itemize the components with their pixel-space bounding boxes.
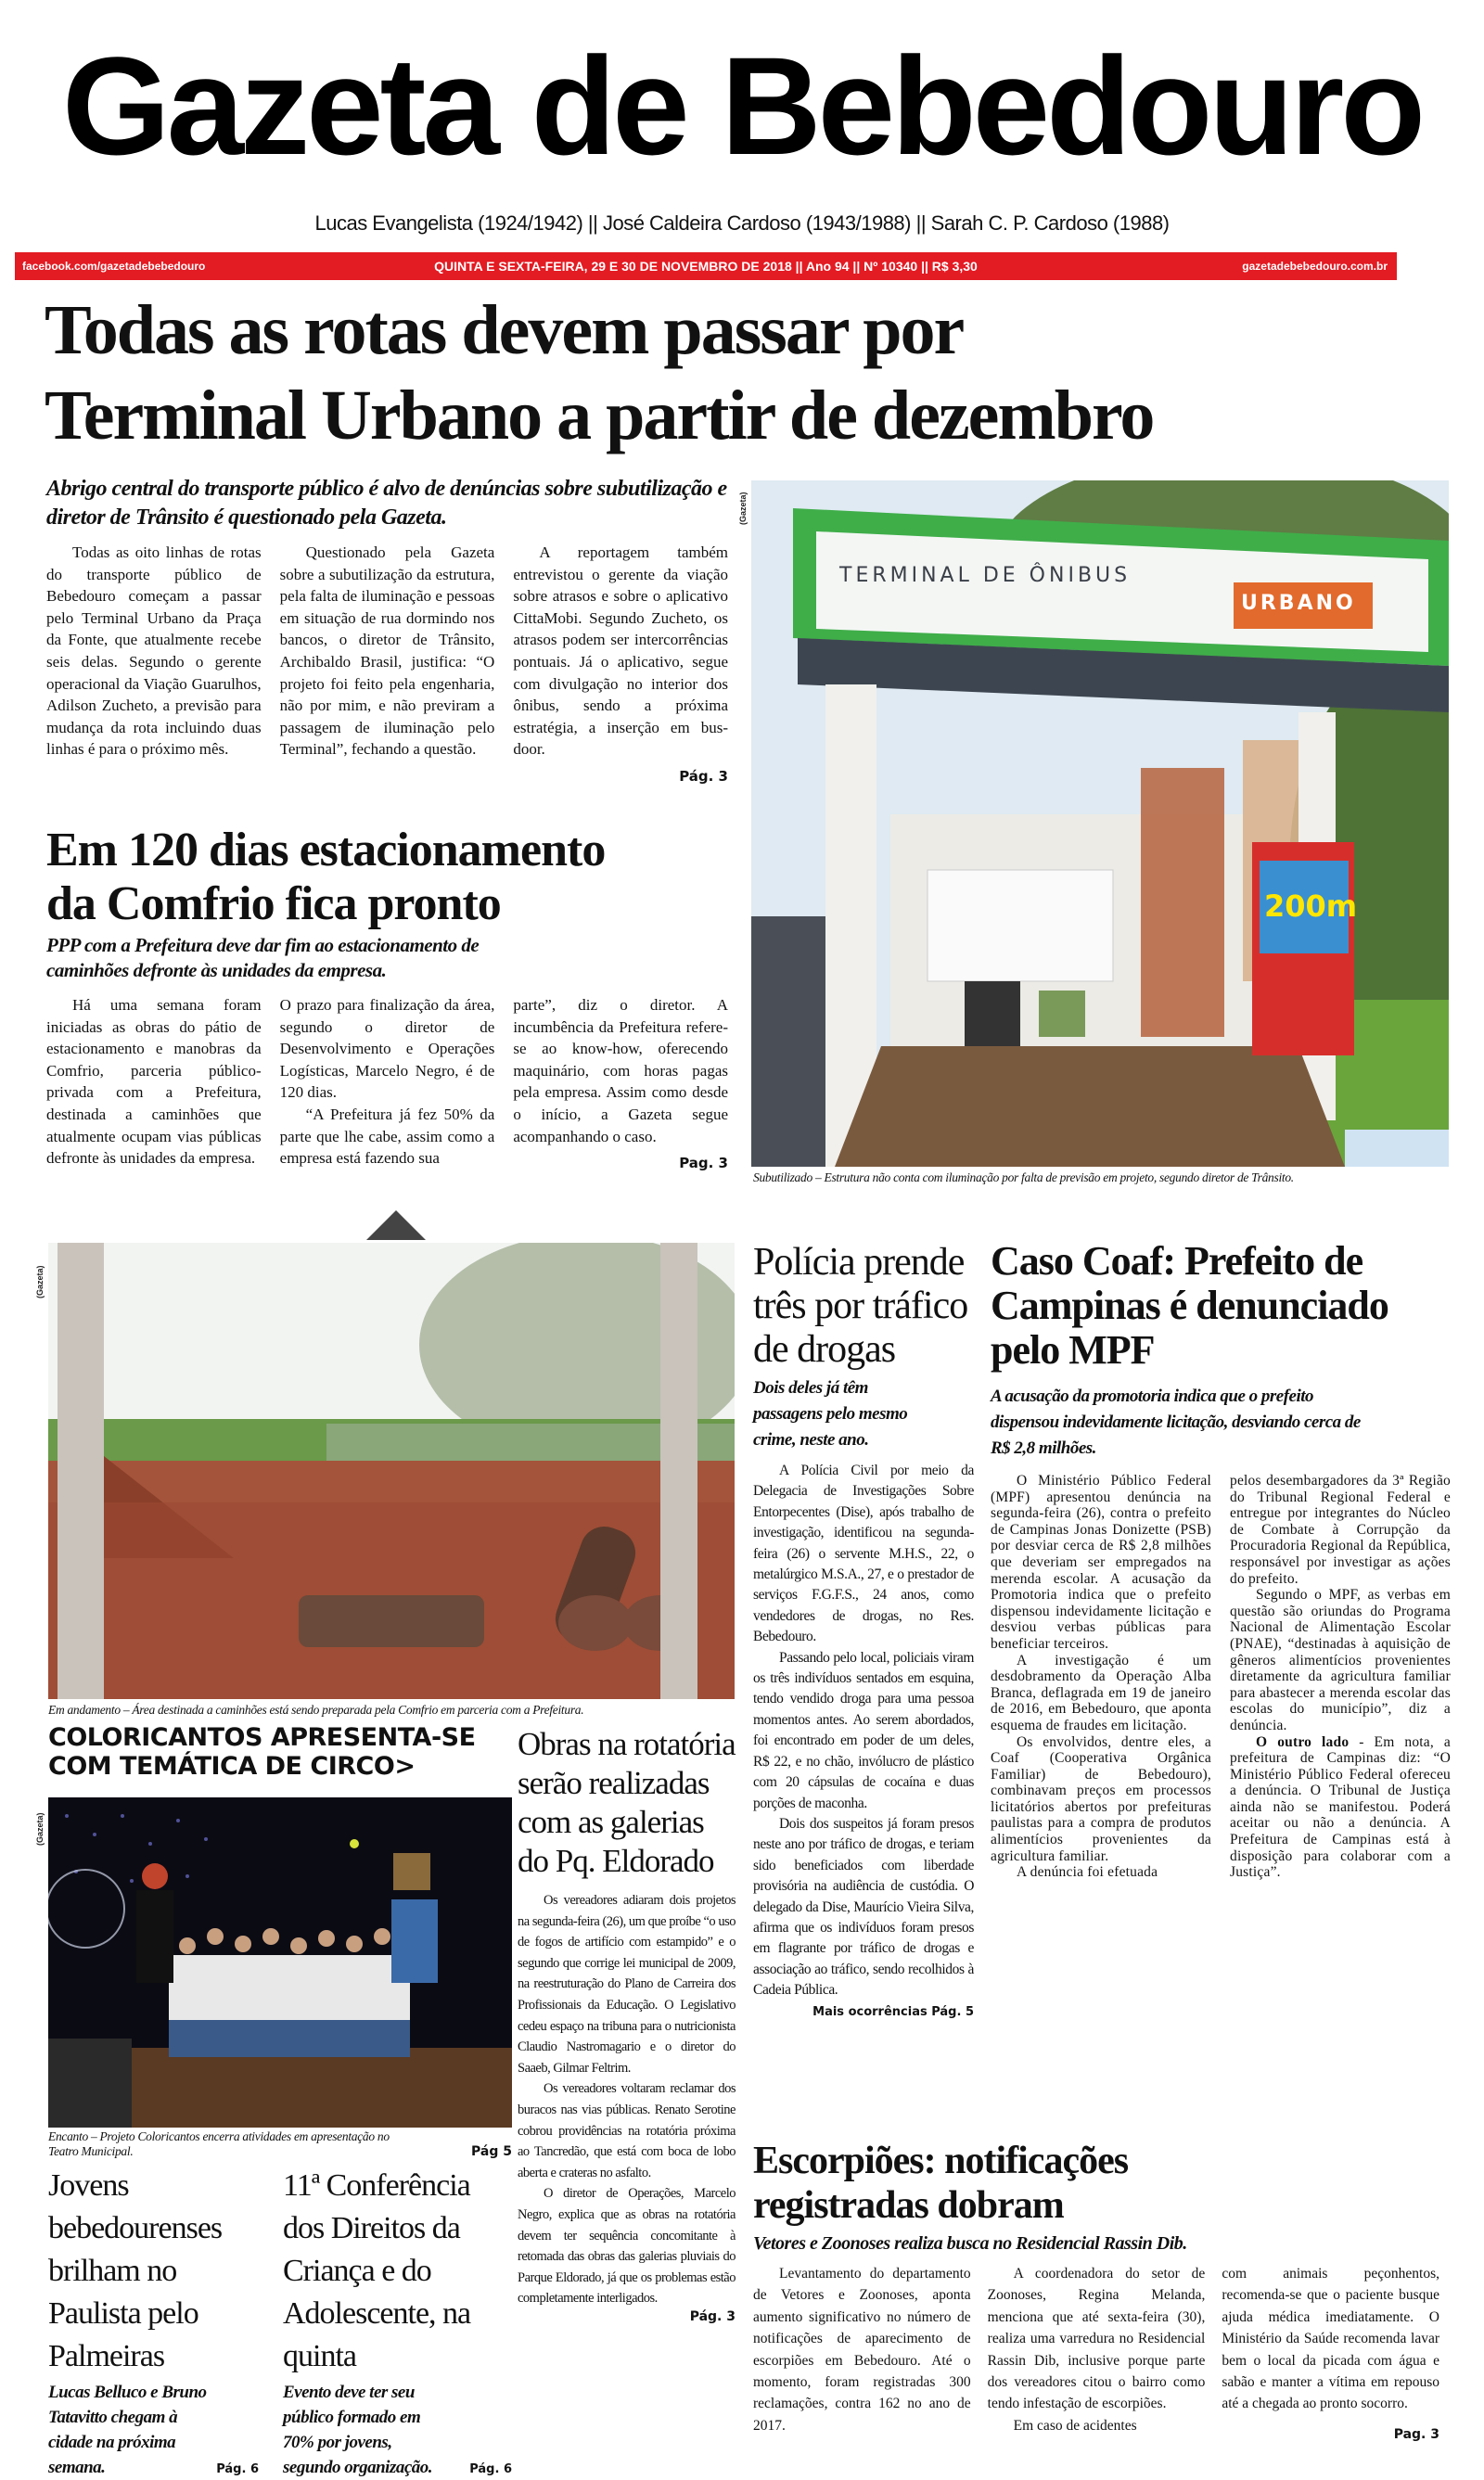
obras-p2: Os vereadores voltaram reclamar dos buracos nas vias públicas. Renato Serotine cobrou providências na rotatória próxima ao Tancredão, que está com boca de lobo aberta e crateras no asfalto. (518, 2081, 736, 2180)
coloricantos-page-ref[interactable]: Pág 5 (471, 2144, 512, 2159)
lead-page-ref[interactable]: Pág. 3 (679, 767, 728, 785)
obras-p3: O diretor de Operações, Marcelo Negro, explica que as obras na rotatória devem ter sequência concomitante à retomada das obras das galerias pluviais do Parque Eldorado, já que os problemas estão completamente interligados. (518, 2186, 736, 2307)
comfrio-col-2a: O prazo para finalização da área, segundo o diretor de Desenvolvimento e Operações Logísticas, Marcelo Negro, é de 120 dias. (279, 996, 495, 1102)
comfrio-col-2b: “A Prefeitura já fez 50% da parte que lhe cabe, assim como a empresa está fazendo sua (279, 1105, 495, 1168)
escorpioes-col-2b: Em caso de acidentes (1013, 2417, 1137, 2434)
jovens-headline[interactable]: Jovens bebedourenses brilham no Paulista pelo Palmeiras (48, 2168, 223, 2373)
comfrio-story (46, 824, 728, 1175)
coloricantos-footer (48, 2129, 512, 2161)
policia-deck: Dois deles já têm passagens pelo mesmo crime, neste ano. (753, 1378, 908, 1450)
policia-page-ref[interactable]: Mais ocorrências Pág. 5 (812, 2004, 974, 2019)
construction-site-illustration (48, 1243, 735, 1699)
escorpioes-col-3: com animais peçonhentos, recomenda-se que o paciente busque ajuda médica imediatamente. O Ministério da Saúde recomenda lavar bem o local da picada com água e sabão e manter a vítima em repouso até a chegada ao pronto socorro. (1222, 2266, 1439, 2412)
policia-p3: Dois dos suspeitos já foram presos neste ano por tráfico de drogas, e teriam sido beneficiados com liberdade provisória na audiência de custódia. O delegado da Dise, Maurício Vieira Silva, afirma que os indivíduos foram presos em flagrante por tráfico de drogas e associação ao tráfico, sendo recolhidos à Cadeia Pública. (753, 1815, 974, 1999)
lead-headline-line2: Terminal Urbano a partir de dezembro (45, 377, 1154, 454)
comfrio-photo-site (48, 1243, 735, 1699)
coaf-deck: A acusação da promotoria indica que o prefeito dispensou indevidamente licitação, desviando cerca de R$ 2,8 milhões. (991, 1387, 1361, 1458)
lead-deck: Abrigo central do transporte público é alvo de denúncias sobre subutilização e diretor de Trânsito é questionado pela Gazeta. (46, 477, 727, 530)
coaf-c2-p3-text: - Em nota, a prefeitura de Campinas diz: “O Ministério Público Federal ofereceu a denúncia. O Tribunal de Justiça ainda não se manifestou. Poderá aceitar ou não a denúncia. A Prefeitura de Campinas está à disposição para colaborar com a Justiça”. (1230, 1733, 1451, 1881)
coaf-c1-p1: O Ministério Público Federal (MPF) apresentou denúncia na segunda-feira (26), contra o prefeito de Campinas Jonas Donizette (PSB) por desviar cerca de R$ 2,8 milhões que deveriam ser empregados na merenda escolar. A acusação da Promotoria indica que o prefeito dispensou indevidamente licitação e desviou verbas públicas para beneficiar terceiros. (991, 1473, 1211, 1652)
policia-story (753, 1241, 974, 2019)
policia-p1: A Polícia Civil por meio da Delegacia de Investigações Sobre Entorpecentes (Dise), após trabalho de investigação, identificou na segunda-feira (26) o servente M.H.S., 22, o metalúrgico M.S.A., 27, e o prestador de serviços F.G.F.S., 24 anos, como vendedores de drogas, no Res. Bebedouro. (753, 1463, 974, 1645)
obras-p1: Os vereadores adiaram dois projetos na segunda-feira (26), um que proíbe “o uso de fogos de artifício com estampido” e o segundo que corrige lei municipal de 2009, na reestruturação do Plano de Carreira dos Profissionais da Educação. O Legislativo cedeu espaço na tribuna para o nutricionista Claudio Nastromagario e o diretor do Saaeb, Gilmar Feltrim. (518, 1893, 736, 2076)
comfrio-headline[interactable] (46, 824, 728, 931)
coaf-c1-p3: Os envolvidos, dentre eles, a Coaf (Cooperativa Orgânica Familiar) de Bebedouro), combinavam preços em processos licitatórios abertos por prefeituras paulistas para a compra de produtos alimentícios provenientes da agricultura familiar. (991, 1733, 1211, 1864)
policia-headline[interactable]: Polícia prende três por tráfico de drogas (753, 1241, 968, 1371)
jovens-page-ref[interactable]: Pág. 6 (216, 2462, 259, 2476)
escorpioes-story (753, 2139, 1451, 2446)
stage-illustration (48, 1797, 512, 2128)
jovens-story (48, 2165, 266, 2480)
coloricantos-photo-credit: (Gazeta) (35, 1812, 45, 1846)
lead-headline[interactable] (45, 288, 1445, 458)
obras-page-ref[interactable]: Pág. 3 (689, 2308, 736, 2324)
comfrio-headline-line1: Em 120 dias estacionamento (46, 824, 606, 876)
jovens-deck: Lucas Belluco e Bruno Tatavitto chegam à cidade na próxima semana. (48, 2383, 207, 2477)
comfrio-col-1: Há uma semana foram iniciadas as obras do pátio de estacionamento e manobras da Comfrio, parceria público-privada com a Prefeitura, destinada a caminhões que atualmente ocupam vias públicas defronte às unidades da empresa. (46, 996, 262, 1168)
terminal-sign-badge: URBANO (1241, 592, 1356, 615)
coloricantos-story (48, 1723, 512, 1781)
lottery-poster-text: 200m (1264, 888, 1358, 924)
masthead (0, 0, 1484, 288)
coaf-c2-p1: pelos desembargadores da 3ª Região do Tribunal Regional Federal e entregue por integrantes do Núcleo de Combate à Corrupção da Procuradoria Regional da República, responsável por investigar as ações do prefeito. (1230, 1473, 1451, 1587)
lead-photo-credit: (Gazeta) (738, 492, 748, 525)
obras-headline[interactable]: Obras na rotatória serão realizadas com as galerias do Pq. Eldorado (518, 1726, 736, 1879)
coaf-story (991, 1239, 1451, 1881)
lead-photo-terminal (751, 480, 1449, 1167)
lead-col-1: Todas as oito linhas de rotas do transporte público de Bebedouro começam a passar pelo Terminal Urbano da Praça da Fonte, que atualmente recebe seis delas. Segundo o gerente operacional da Viação Guarulhos, Adilson Zucheto, a previsão para mudança da rota incluindo duas linhas é para o próximo mês. (46, 543, 262, 759)
escorpioes-headline-line2: registradas dobram (753, 2184, 1064, 2227)
coaf-c1-p2: A investigação é um desdobramento da Operação Alba Branca, deflagrada em 19 de janeiro de 2016, em Bebedouro, que aponta esquema de fraudes em licitação. (991, 1652, 1211, 1733)
comfrio-photo-credit: (Gazeta) (35, 1265, 45, 1298)
escorpioes-col-2a: A coordenadora do setor de Zoonoses, Regina Melanda, menciona que até sexta-feira (30), realiza uma varredura no Residencial Rassin Dib, inclusive porque parte dos vereadores citou o bairro como tendo infestação de escorpiões. (987, 2266, 1206, 2412)
comfrio-deck: PPP com a Prefeitura deve dar fim ao estacionamento de caminhões defronte às unidades da empresa. (46, 934, 480, 981)
conferencia-headline[interactable]: 11ª Conferência dos Direitos da Criança e do Adolescente, na quinta (283, 2168, 471, 2373)
comfrio-col-3: parte”, diz o diretor. A incumbência da Prefeitura refere-se ao know-how, oferecendo maquinário, com horas pagas pela empresa. Assim como desde o início, a Gazeta segue acompanhando o caso. (513, 996, 728, 1145)
comfrio-photo-caption: Em andamento – Área destinada a caminhões está sendo preparada pela Comfrio em parceria com a Prefeitura. (48, 1703, 584, 1717)
lead-story (46, 475, 728, 788)
escorpioes-headline-line1: Escorpiões: notificações (753, 2140, 1129, 2182)
escorpioes-page-ref[interactable]: Pag. 3 (1393, 2426, 1439, 2442)
conferencia-deck: Evento deve ter seu público formado em 70% por jovens, segundo organização. (283, 2383, 433, 2477)
up-arrow-icon (366, 1210, 426, 1240)
edition-info: QUINTA E SEXTA-FEIRA, 29 E 30 DE NOVEMBRO DE 2018 || Ano 94 || Nº 10340 || R$ 3,30 (434, 259, 978, 274)
coaf-c2-p3 (1230, 1734, 1451, 1881)
lead-photo-caption: Subutilizado – Estrutura não conta com iluminação por falta de previsão em projeto, segundo diretor de Trânsito. (753, 1170, 1294, 1184)
lead-col-2: Questionado pela Gazeta sobre a subutilização da estrutura, pela falta de iluminação e pessoas em situação de rua dormindo nos bancos, o diretor de Trânsito, Archibaldo Brasil, justifica: “O projeto foi feito pela engenharia, não por mim, e não previram a passagem de iluminação pelo Terminal”, fechando a questão. (279, 543, 495, 759)
coaf-c2-p2: Segundo o MPF, as verbas em questão são oriundas do Programa Nacional de Alimentação Escolar (PNAE), “destinadas à aquisição de gêneros alimentícios provenientes diretamente da agricultura familiar para abastecer a merenda escolar das escolas do município”, diz a denúncia. (1230, 1587, 1451, 1733)
coloricantos-headline[interactable]: COLORICANTOS APRESENTA-SE COM TEMÁTICA DE CIRCO> (48, 1723, 476, 1781)
coaf-outro-lado-lead: O outro lado (1256, 1733, 1350, 1750)
obras-story (518, 1725, 736, 2324)
newspaper-logo: Gazeta de Bebedouro (62, 28, 1422, 184)
terminal-sign-text: TERMINAL DE ÔNIBUS (839, 564, 1132, 587)
comfrio-page-ref[interactable]: Pag. 3 (679, 1155, 728, 1172)
lead-col-3: A reportagem também entrevistou o gerente da viação sobre atrasos e sobre o aplicativo CittaMobi. Segundo Zucheto, os atrasos podem ser intercorrências pontuais. Já o aplicativo, segue com divulgação no interior dos ônibus, sendo a próxima estratégia, a inserção em bus-door. (513, 543, 728, 759)
conferencia-story (283, 2165, 512, 2480)
edition-bar (15, 252, 1397, 280)
conferencia-page-ref[interactable]: Pág. 6 (469, 2462, 512, 2476)
coloricantos-photo (48, 1797, 512, 2128)
escorpioes-headline[interactable] (753, 2139, 1451, 2228)
policia-p2: Passando pelo local, policiais viram os três indivíduos sentados em esquina, tendo vendido droga para uma pessoa momentos antes. Ao serem abordados, foi encontrado em poder de um deles, R$ 22, e no chão, invólucro de plástico com 20 cápsulas de cocaína e duas porções de maconha. (753, 1649, 974, 1811)
coaf-c1-p4: A denúncia foi efetuada (1017, 1864, 1158, 1881)
comfrio-headline-line2: da Comfrio fica pronto (46, 877, 501, 930)
website-link[interactable]: gazetadebebedouro.com.br (1242, 260, 1388, 273)
coloricantos-caption: Encanto – Projeto Coloricantos encerra atividades em apresentação no Teatro Municipal. (48, 2129, 390, 2158)
facebook-link[interactable]: facebook.com/gazetadebebedouro (22, 260, 206, 273)
lead-headline-line1: Todas as rotas devem passar por (45, 291, 964, 369)
founders-line: Lucas Evangelista (1924/1942) || José Caldeira Cardoso (1943/1988) || Sarah C. P. Cardoso (1988) (314, 211, 1170, 235)
coaf-headline[interactable]: Caso Coaf: Prefeito de Campinas é denunciado pelo MPF (991, 1238, 1388, 1373)
escorpioes-deck: Vetores e Zoonoses realiza busca no Residencial Rassin Dib. (753, 2233, 1187, 2254)
escorpioes-col-1: Levantamento do departamento de Vetores e Zoonoses, aponta aumento significativo no número de notificações de aparecimento de escorpiões em Bebedouro. Até o momento, foram registradas 300 reclamações, contra 162 no ano de 2017. (753, 2266, 971, 2434)
